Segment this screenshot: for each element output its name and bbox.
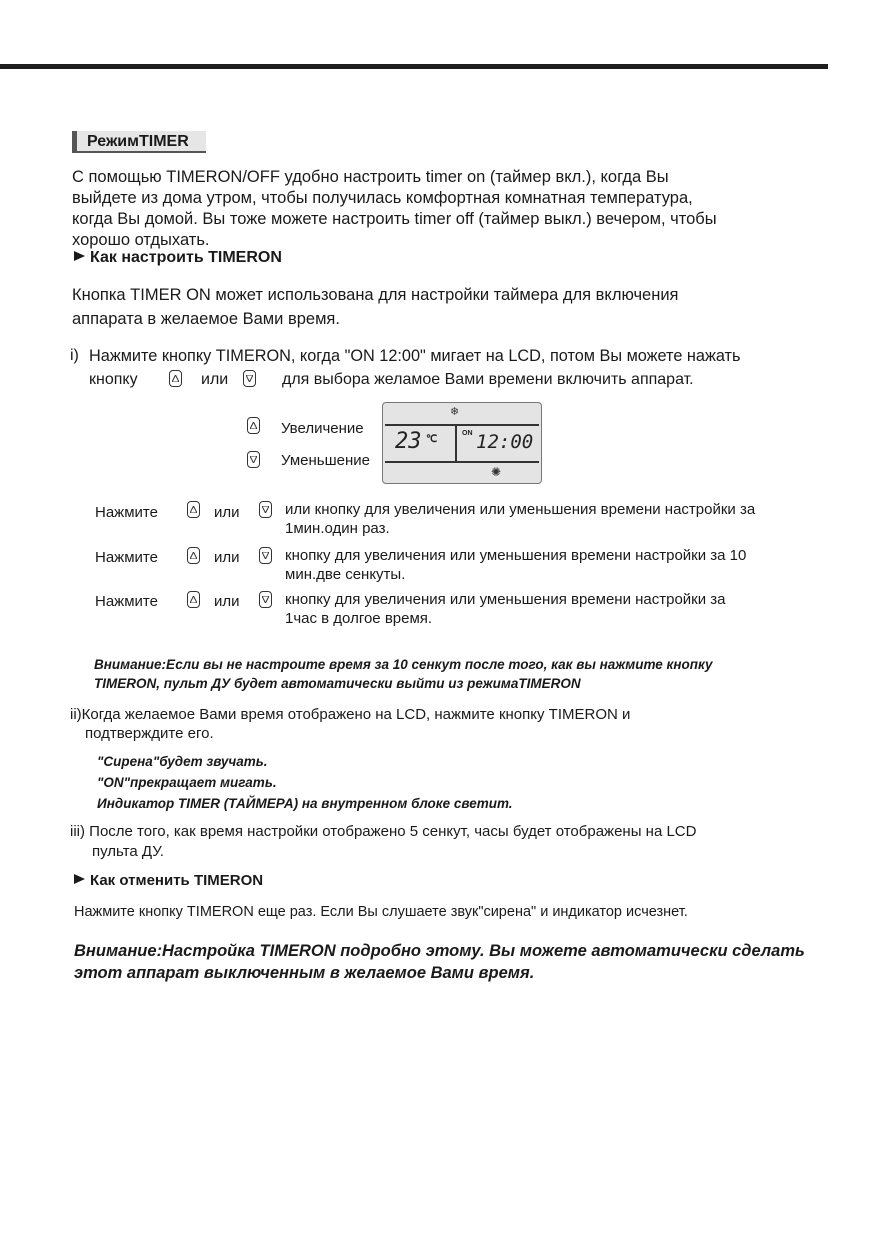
step1-line2-prefix: кнопку bbox=[89, 371, 138, 388]
press-label: Нажмите bbox=[95, 593, 158, 610]
setup-heading: Как настроить TIMERON bbox=[74, 249, 282, 267]
step3-line1: iii) После того, как время настройки отображено 5 сенкут, часы будет отображены на LCD bbox=[70, 823, 697, 840]
lcd-divider bbox=[455, 425, 457, 461]
press-desc-line2: 1мин.один раз. bbox=[285, 520, 390, 537]
up-button-icon bbox=[169, 370, 182, 387]
lcd-temp-unit: ℃ bbox=[426, 434, 438, 445]
intro-paragraph bbox=[72, 167, 717, 251]
step1-marker: i) bbox=[70, 347, 79, 364]
down-button-icon bbox=[259, 501, 272, 518]
intro-line: выйдете из дома утром, чтобы получилась комфортная комнатная температура, bbox=[72, 189, 693, 207]
press-desc-line2: 1час в долгое время. bbox=[285, 610, 433, 627]
legend-decrease: Уменьшение bbox=[281, 452, 370, 469]
intro-line: когда Вы домой. Вы тоже можете настроить timer off (таймер выкл.) вечером, чтобы bbox=[72, 210, 717, 228]
press-desc-line1: или кнопку для увеличения или уменьшения времени настройки за bbox=[285, 501, 756, 518]
up-button-icon bbox=[187, 501, 200, 518]
press-label: Нажмите bbox=[95, 504, 158, 521]
press-desc-line1: кнопку для увеличения или уменьшения времени настройки за 10 bbox=[285, 547, 747, 564]
warning1-line1: Внимание:Если вы не настроите время за 10 сенкут после того, как вы нажмите кнопку bbox=[94, 657, 713, 672]
down-button-icon bbox=[259, 591, 272, 608]
cancel-description: Нажмите кнопку TIMERON еще раз. Если Вы слушаете звук"сирена" и индикатор исчезнет. bbox=[74, 904, 688, 920]
up-button-icon bbox=[247, 417, 260, 434]
press-desc-line1: кнопку для увеличения или уменьшения времени настройки за bbox=[285, 591, 726, 608]
warning1-line2: TIMERON, пульт ДУ будет автоматически выйти из режимаTIMERON bbox=[94, 676, 581, 691]
step1-or: или bbox=[201, 371, 229, 388]
step2-note: Индикатор TIMER (ТАЙМЕРА) на внутренном блоке светит. bbox=[97, 796, 513, 811]
section-title: РежимTIMER bbox=[72, 131, 206, 153]
press-desc-line2: мин.две сенкуты. bbox=[285, 566, 406, 583]
arrow-right-icon bbox=[74, 251, 85, 261]
step3-line2: пульта ДУ. bbox=[92, 843, 164, 860]
step2-line2: подтверждите его. bbox=[85, 725, 214, 742]
lcd-on-label: ON bbox=[462, 430, 473, 437]
setup-desc-line: Кнопка TIMER ON может использована для настройки таймера для включения bbox=[72, 286, 679, 304]
step2-note: "ON"прекращает мигать. bbox=[97, 775, 277, 790]
down-button-icon bbox=[243, 370, 256, 387]
lcd-rule-bottom bbox=[385, 461, 539, 463]
press-or: или bbox=[214, 504, 240, 521]
header-rule bbox=[0, 64, 828, 69]
down-button-icon bbox=[259, 547, 272, 564]
snowflake-icon: ❄ bbox=[450, 406, 460, 418]
lcd-temperature: 23 bbox=[395, 429, 422, 454]
step1-line1: Нажмите кнопку TIMERON, когда "ON 12:00" мигает на LCD, потом Вы можете нажать bbox=[89, 347, 741, 365]
warning2-line1: Внимание:Настройка TIMERON подробно этому. Вы можете автоматически сделать bbox=[74, 942, 805, 960]
cancel-heading: Как отменить TIMERON bbox=[74, 872, 263, 889]
legend-increase: Увеличение bbox=[281, 420, 364, 437]
setup-desc-line: аппарата в желаемое Вами время. bbox=[72, 310, 340, 328]
lcd-time: 12:00 bbox=[476, 431, 534, 453]
warning2-line2: этот аппарат выключенным в желаемое Вами время. bbox=[74, 964, 535, 982]
lcd-display bbox=[382, 402, 542, 484]
up-button-icon bbox=[187, 547, 200, 564]
up-button-icon bbox=[187, 591, 200, 608]
step2-note: "Сирена"будет звучать. bbox=[97, 754, 268, 769]
press-label: Нажмите bbox=[95, 549, 158, 566]
down-button-icon bbox=[247, 451, 260, 468]
fan-icon: ✺ bbox=[491, 465, 502, 479]
arrow-right-icon bbox=[74, 874, 85, 884]
intro-line: С помощью TIMERON/OFF удобно настроить timer on (таймер вкл.), когда Вы bbox=[72, 168, 669, 186]
press-or: или bbox=[214, 549, 240, 566]
press-or: или bbox=[214, 593, 240, 610]
intro-line: хорошо отдыхать. bbox=[72, 231, 210, 249]
step1-line2-suffix: для выбора желамое Вами времени включить аппарат. bbox=[282, 371, 694, 388]
lcd-rule-top bbox=[385, 424, 539, 426]
step2-line1: ii)Когда желаемое Вами время отображено на LCD, нажмите кнопку TIMERON и bbox=[70, 706, 631, 723]
setup-description bbox=[72, 283, 679, 331]
